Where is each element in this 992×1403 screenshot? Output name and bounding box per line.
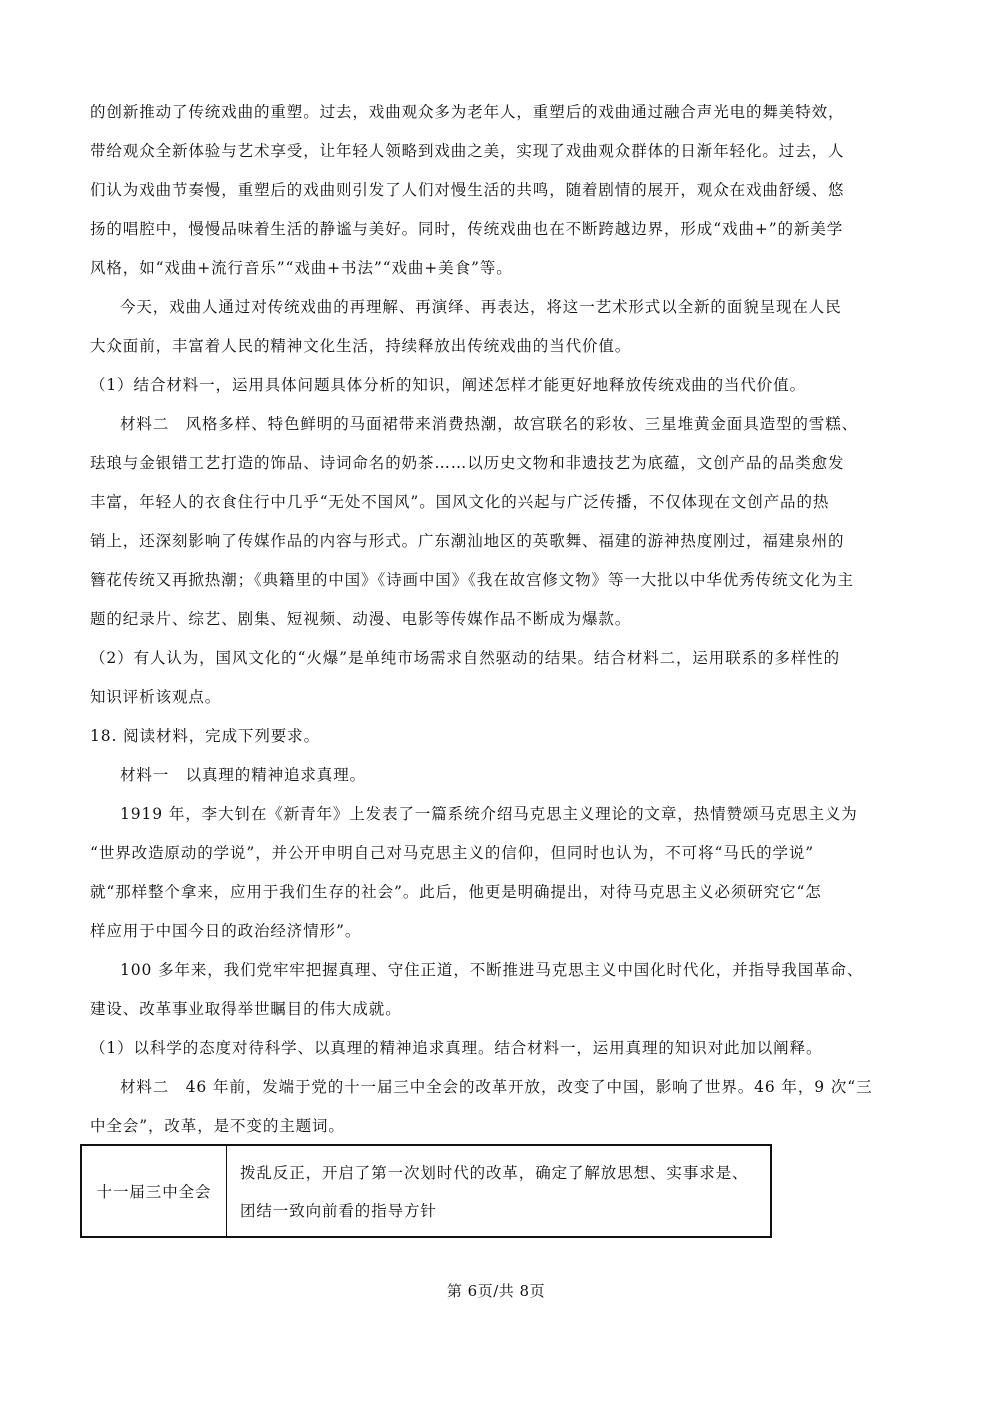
paragraph-line: 丰富，年轻人的衣食住行中几乎“无处不国风”。国风文化的兴起与广泛传播，不仅体现在文创产品的热 bbox=[90, 493, 830, 511]
paragraph-line: 材料二 46 年前，发端于党的十一届三中全会的改革开放，改变了中国，影响了世界。46 年，9 次“三 bbox=[120, 1078, 873, 1096]
paragraph-line: 材料二 风格多样、特色鲜明的马面裙带来消费热潮，故宫联名的彩妆、三星堆黄金面具造型的雪糕、 bbox=[120, 415, 859, 433]
question-line: （2）有人认为，国风文化的“火爆”是单纯市场需求自然驱动的结果。结合材料二，运用联系的多样性的 bbox=[90, 649, 841, 667]
paragraph-line: 珐琅与金银错工艺打造的饰品、诗词命名的奶茶……以历史文物和非遗技艺为底蕴，文创产品的品类愈发 bbox=[90, 454, 845, 472]
paragraph-line: 大众面前，丰富着人民的精神文化生活，持续释放出传统戏曲的当代价值。 bbox=[90, 337, 632, 355]
paragraph-line: 风格，如“戏曲+流行音乐”“戏曲+书法”“戏曲+美食”等。 bbox=[90, 259, 513, 277]
question-heading: 18. 阅读材料，完成下列要求。 bbox=[90, 727, 320, 745]
paragraph-line: 题的纪录片、综艺、剧集、短视频、动漫、电影等传媒作品不断成为爆款。 bbox=[90, 610, 632, 628]
reform-table bbox=[80, 1144, 772, 1238]
table-content-line: 拨乱反正，开启了第一次划时代的改革，确定了解放思想、实事求是、 bbox=[240, 1164, 749, 1182]
paragraph-line: 销上，还深刻影响了传媒作品的内容与形式。广东潮汕地区的英歌舞、福建的游神热度刚过，福建泉州的 bbox=[90, 532, 845, 550]
paragraph-line: 材料一 以真理的精神追求真理。 bbox=[120, 766, 367, 784]
paragraph-line: 中全会”，改革，是不变的主题词。 bbox=[90, 1117, 345, 1135]
question-line: 知识评析该观点。 bbox=[90, 688, 222, 706]
table-content-cell bbox=[240, 1154, 770, 1230]
question-line: （1）以科学的态度对待科学、以真理的精神追求真理。结合材料一，运用真理的知识对此加以阐释。 bbox=[90, 1039, 823, 1057]
paragraph-line: 就“那样整个拿来，应用于我们生存的社会”。此后，他更是明确提出，对待马克思主义必须研究它“怎 bbox=[90, 883, 822, 901]
paragraph-line: 100 多年来，我们党牢牢把握真理、守住正道，不断推进马克思主义中国化时代化，并指导我国革命、 bbox=[120, 961, 864, 979]
paragraph-line: 扬的唱腔中，慢慢品味着生活的静谧与美好。同时，传统戏曲也在不断跨越边界，形成“戏曲+”的新美学 bbox=[90, 220, 844, 238]
page-footer: 第 6页/共 8页 bbox=[446, 1282, 546, 1300]
paragraph-line: 建设、改革事业取得举世瞩目的伟大成就。 bbox=[90, 1000, 402, 1018]
paragraph-line: 样应用于中国今日的政治经济情形”。 bbox=[90, 922, 362, 940]
question-line: （1）结合材料一，运用具体问题具体分析的知识，阐述怎样才能更好地释放传统戏曲的当代价值。 bbox=[90, 376, 806, 394]
paragraph-line: 今天，戏曲人通过对传统戏曲的再理解、再演绎、再表达，将这一艺术形式以全新的面貌呈现在人民 bbox=[120, 298, 842, 316]
paragraph-line: 1919 年，李大钊在《新青年》上发表了一篇系统介绍马克思主义理论的文章，热情赞颂马克思主义为 bbox=[120, 805, 858, 823]
paragraph-line: 们认为戏曲节奏慢，重塑后的戏曲则引发了人们对慢生活的共鸣，随着剧情的展开，观众在戏曲舒缓、悠 bbox=[90, 181, 845, 199]
table-label-cell: 十一届三中全会 bbox=[82, 1146, 227, 1236]
paragraph-line: 带给观众全新体验与艺术享受，让年轻人领略到戏曲之美，实现了戏曲观众群体的日渐年轻化。过去，人 bbox=[90, 142, 845, 160]
paragraph-line: “世界改造原动的学说”，并公开申明自己对马克思主义的信仰，但同时也认为，不可将“马氏的学说” bbox=[90, 844, 815, 862]
paragraph-line: 簪花传统又再掀热潮；《典籍里的中国》《诗画中国》《我在故宫修文物》等一大批以中华优秀传统文化为主 bbox=[90, 571, 854, 589]
paragraph-line: 的创新推动了传统戏曲的重塑。过去，戏曲观众多为老年人，重塑后的戏曲通过融合声光电的舞美特效， bbox=[90, 103, 845, 121]
table-content-line: 团结一致向前看的指导方针 bbox=[240, 1202, 437, 1220]
